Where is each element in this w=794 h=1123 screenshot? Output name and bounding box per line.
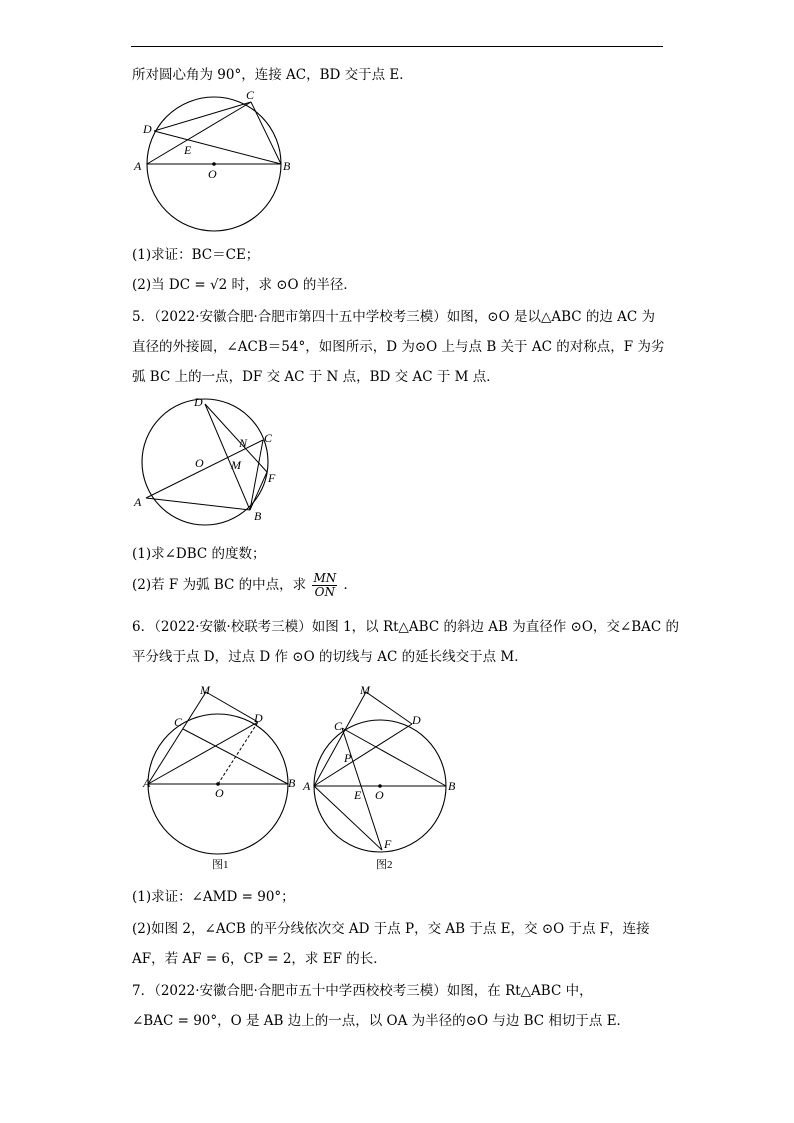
- fig6a-label-m: M: [200, 683, 210, 697]
- figure-q4: [128, 90, 298, 240]
- fig4-label-o: O: [208, 167, 217, 181]
- fig6b-label-m: M: [360, 683, 370, 697]
- fig5-label-f: F: [268, 471, 276, 485]
- figure-q5: [130, 392, 290, 527]
- fig5-label-b: B: [254, 509, 262, 523]
- fig6a-label-b: B: [288, 776, 296, 790]
- q4-intro-line: 所对圆心角为 90°，连接 AC，BD 交于点 E．: [132, 67, 413, 83]
- q6-part1: (1)求证：∠AMD = 90°；: [132, 889, 295, 905]
- q6-stem-line2: 平分线于点 D，过点 D 作 ⊙O 的切线与 AC 的延长线交于点 M．: [132, 649, 528, 665]
- figure-q6-fig2: [300, 682, 465, 872]
- fig6a-label-d: D: [254, 711, 263, 725]
- fig6b-label-p: P: [344, 751, 352, 765]
- fig6a-caption: 图1: [212, 859, 229, 871]
- fig4-label-b: B: [283, 159, 291, 173]
- q5-part2: [132, 572, 357, 599]
- fig6b-label-d: D: [412, 713, 421, 727]
- fig4-label-c: C: [246, 90, 255, 102]
- fig6b-caption: 图2: [376, 859, 393, 871]
- fig5-label-a: A: [134, 495, 142, 509]
- fig6b-label-f: F: [384, 837, 392, 851]
- fig6b-label-e: E: [354, 788, 362, 802]
- fig6b-label-b: B: [448, 779, 456, 793]
- fig6a-label-a: A: [143, 776, 151, 790]
- q7-stem-line1: 7．（2022·安徽合肥·合肥市五十中学西校校考三模）如图，在 Rt△ABC 中，: [132, 983, 593, 999]
- fraction-numerator: MN: [313, 571, 337, 585]
- fig6b-label-o: O: [375, 788, 384, 802]
- fig4-label-a: A: [134, 159, 142, 173]
- q5-part2-text: (2)若 F 为弧 BC 的中点，求: [132, 577, 307, 593]
- q4-part2: (2)当 DC = √2 时，求 ⊙O 的半径．: [132, 277, 357, 293]
- q5-stem-line2: 直径的外接圆，∠ACB＝54°，如图所示，D 为⊙O 上与点 B 关于 AC 的对称点，F 为劣: [132, 339, 665, 355]
- fig4-label-e: E: [184, 143, 192, 157]
- q5-part1: (1)求∠DBC 的度数；: [132, 546, 266, 562]
- fig5-label-o: O: [195, 456, 204, 470]
- q6-stem-line1: 6．（2022·安徽·校联考三模）如图 1，以 Rt△ABC 的斜边 AB 为直径作 ⊙O，交∠BAC 的: [132, 619, 679, 635]
- fig6b-label-a: A: [303, 779, 311, 793]
- q7-stem-line2: ∠BAC = 90°，O 是 AB 边上的一点，以 OA 为半径的⊙O 与边 BC 相切于点 E．: [132, 1013, 631, 1029]
- q6-part2-line1: (2)如图 2，∠ACB 的平分线依次交 AD 于点 P，交 AB 于点 E，交 ⊙O 于点 F，连接: [132, 921, 650, 937]
- q4-part1: (1)求证：BC＝CE；: [132, 247, 260, 263]
- q5-stem-line3: 弧 BC 上的一点，DF 交 AC 于 N 点，BD 交 AC 于 M 点．: [132, 369, 500, 385]
- fig5-label-d: D: [194, 395, 203, 409]
- q5-stem-line1: 5．（2022·安徽合肥·合肥市第四十五中学校考三模）如图，⊙O 是以△ABC 的边 AC 为: [132, 309, 656, 325]
- fig6a-label-o: O: [215, 786, 224, 800]
- fig5-label-n: N: [239, 436, 248, 450]
- q6-part2-line2: AF，若 AF = 6，CP = 2，求 EF 的长．: [132, 951, 387, 967]
- fig6a-label-c: C: [174, 715, 183, 729]
- fraction-denominator: ON: [314, 585, 336, 599]
- fig5-label-c: C: [264, 431, 273, 445]
- fraction-mn-on: [312, 572, 337, 599]
- fig6b-label-c: C: [334, 719, 343, 733]
- fig5-label-m: M: [231, 458, 241, 472]
- q5-part2-end: ．: [343, 577, 358, 593]
- fig4-label-d: D: [143, 122, 152, 136]
- header-rule: [131, 46, 663, 47]
- figure-q6-fig1: [140, 682, 300, 872]
